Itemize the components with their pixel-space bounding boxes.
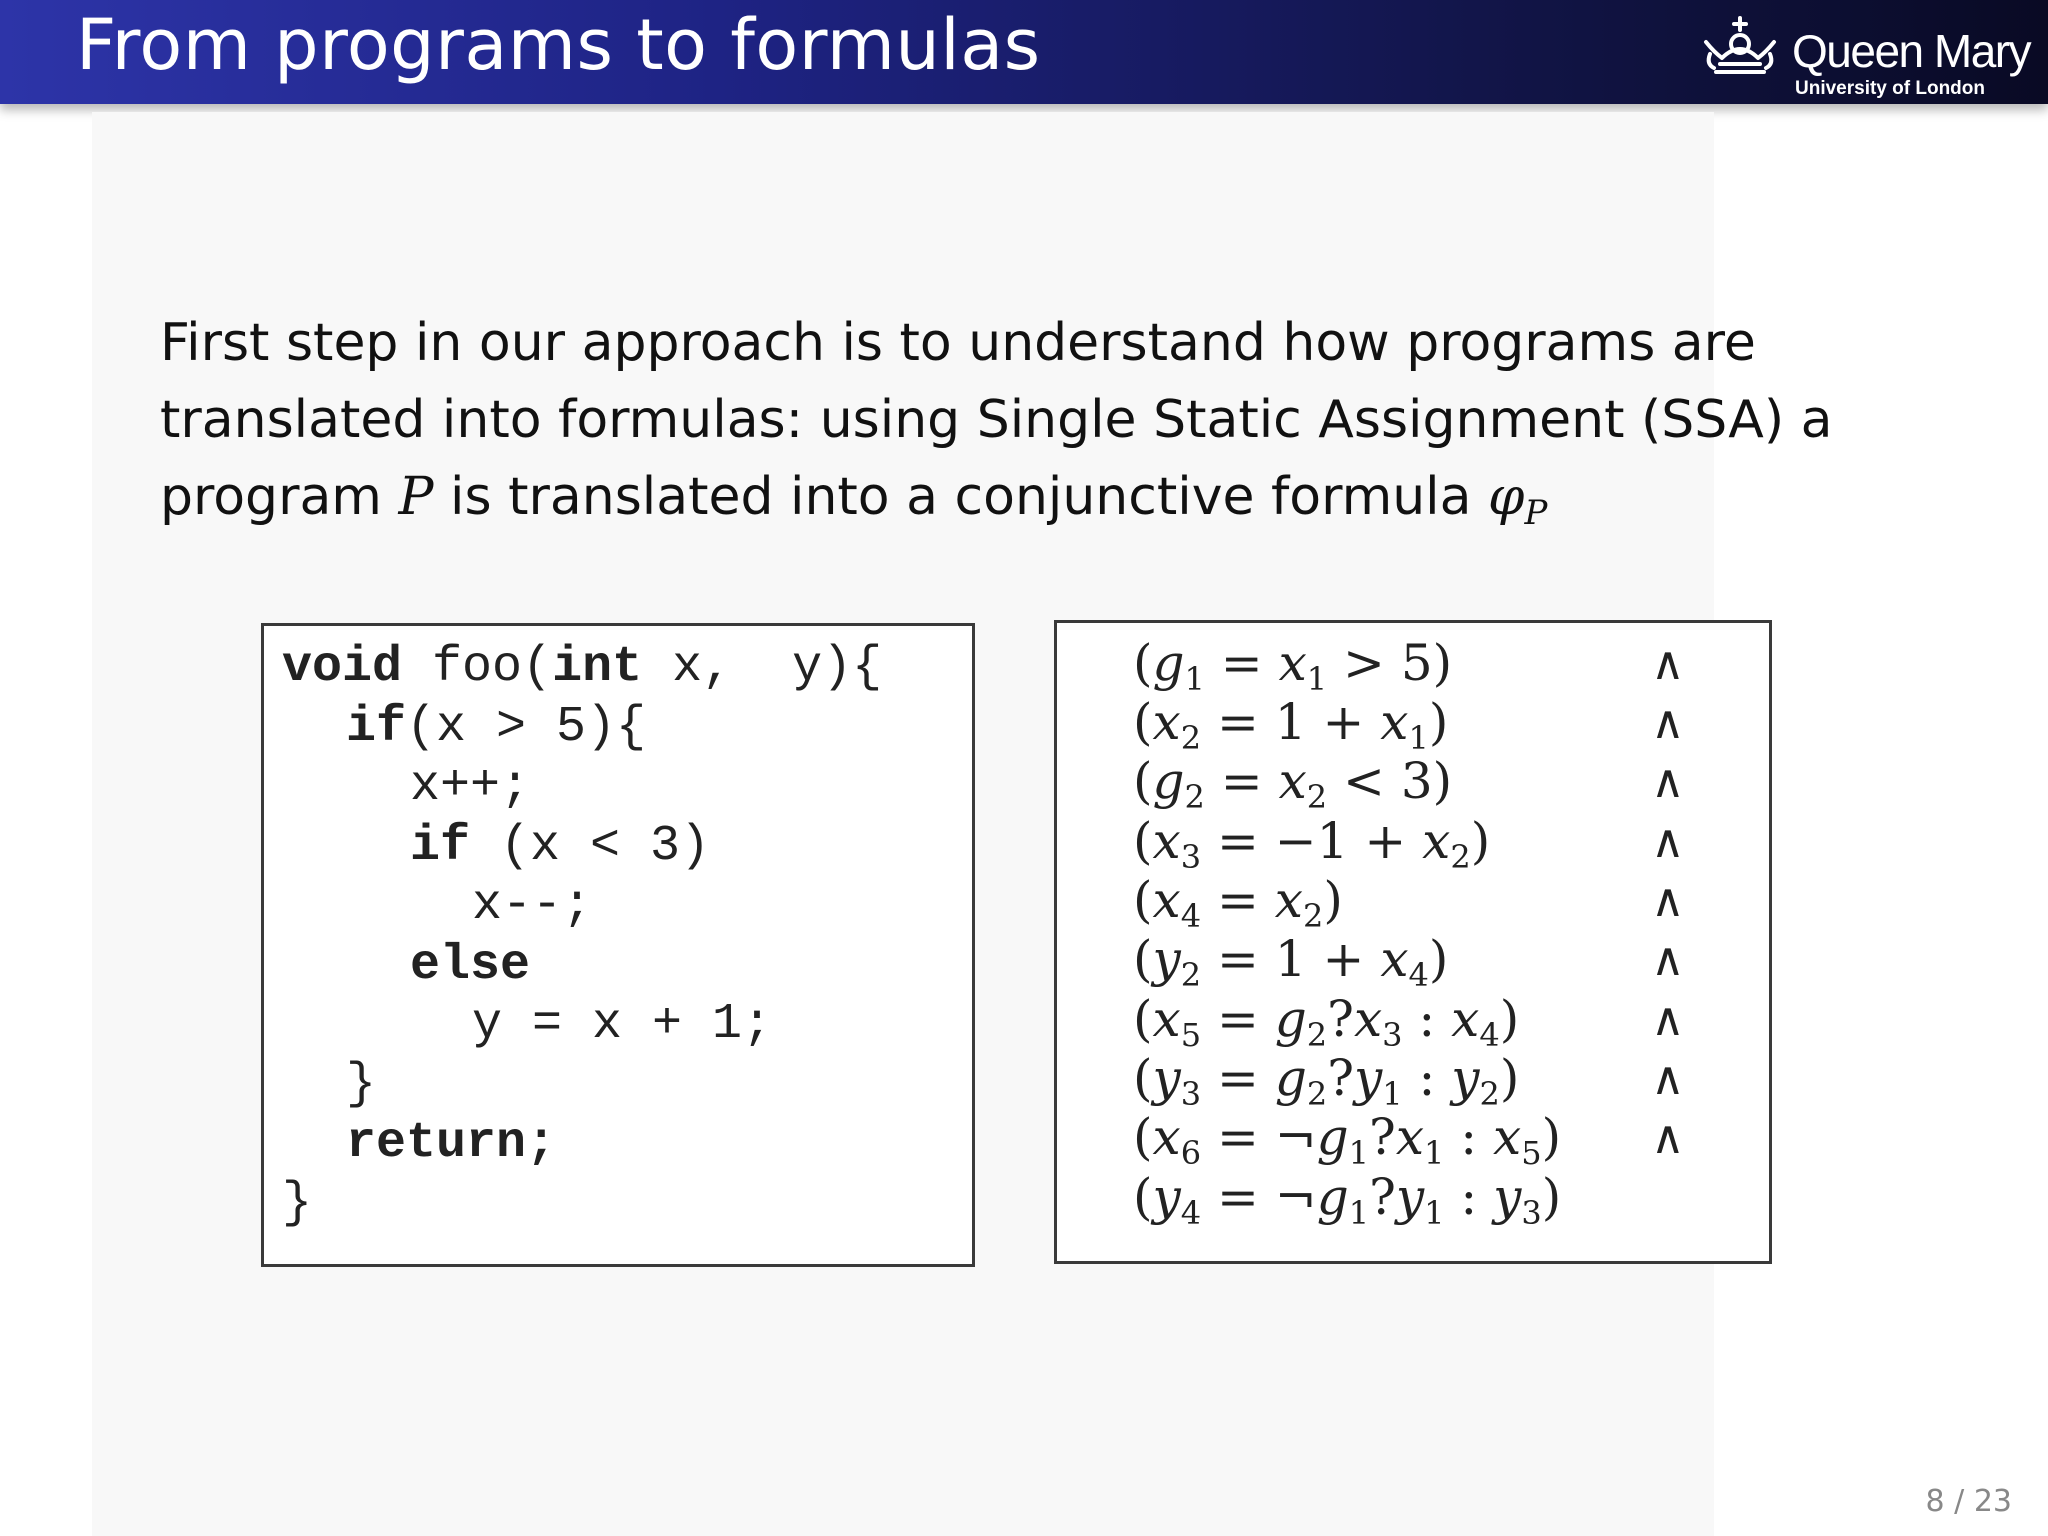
- conjunction-symbol: ∧: [1651, 695, 1685, 749]
- code-line: [346, 698, 646, 758]
- code-listing-box: [261, 623, 975, 1267]
- conjunction-symbol: ∧: [1651, 1110, 1685, 1164]
- slide-title: From programs to formulas: [76, 4, 1041, 86]
- formula-line: $(x_3 = -1 + x_2)$: [1133, 812, 1491, 876]
- code-line: [282, 638, 882, 698]
- conjunction-symbol: ∧: [1651, 873, 1685, 927]
- program-variable: P: [398, 467, 434, 527]
- code-line: }: [282, 1175, 313, 1232]
- conjunction-symbol: ∧: [1651, 992, 1685, 1046]
- code-line: x++;: [410, 758, 531, 815]
- conjunction-symbol: ∧: [1651, 1051, 1685, 1105]
- formula-line: $(y_2 = 1 + x_4)$: [1133, 930, 1449, 994]
- code-line: }: [346, 1056, 377, 1113]
- phi-subscript: P: [1524, 493, 1548, 533]
- code-text: x, y){: [642, 639, 883, 696]
- code-line: x--;: [472, 877, 593, 934]
- logo-subtitle: University of London: [1795, 78, 1985, 99]
- formula-line: ($x_6$ = $\neg g_1?x_1$ : $x_5$): [1133, 1108, 1562, 1172]
- code-line: [410, 817, 710, 877]
- queen-mary-logo: [1700, 14, 2030, 102]
- conjunction-symbol: ∧: [1651, 754, 1685, 808]
- formula-line: $(x_2 = 1 + x_1)$: [1133, 693, 1449, 757]
- code-keyword: else: [410, 937, 531, 994]
- crown-icon: [1700, 14, 1780, 82]
- code-text: (x > 5){: [406, 699, 647, 756]
- code-keyword: void: [282, 639, 403, 696]
- code-keyword: if: [410, 818, 471, 875]
- intro-line: [160, 459, 1880, 536]
- formula-line: $(g_2 = x_2 < 3)$: [1133, 752, 1453, 816]
- code-text: (x < 3): [470, 818, 711, 875]
- conjunction-symbol: ∧: [1651, 636, 1685, 690]
- ssa-formula-box: [1054, 620, 1772, 1264]
- phi-symbol: φ: [1488, 467, 1525, 527]
- code-line: [410, 936, 530, 996]
- logo-name: Queen Mary: [1792, 25, 2031, 77]
- code-text: foo(: [402, 639, 553, 696]
- formula-line: ($y_4$ = $\neg g_1?y_1$ : $y_3$): [1133, 1168, 1562, 1232]
- conjunction-symbol: ∧: [1651, 814, 1685, 868]
- code-line: [346, 1114, 556, 1174]
- conjunction-symbol: ∧: [1651, 932, 1685, 986]
- page-number: 8 / 23: [1925, 1484, 2012, 1519]
- title-bar: [0, 0, 2048, 104]
- formula-line: ($y_3$ = $g_2?y_1$ : $y_2$): [1133, 1049, 1520, 1113]
- formula-line: $(x_4 = x_2)$: [1133, 871, 1343, 935]
- intro-line: First step in our approach is to understand how programs are: [160, 313, 1756, 373]
- intro-text: is translated into a conjunctive formula: [433, 467, 1489, 527]
- formula-line: ($x_5$ = $g_2?x_3$ : $x_4$): [1133, 990, 1520, 1054]
- code-line: y = x + 1;: [472, 996, 773, 1053]
- code-keyword: return;: [346, 1115, 557, 1172]
- code-keyword: int: [552, 639, 643, 696]
- code-keyword: if: [346, 699, 407, 756]
- intro-paragraph: [160, 305, 1880, 536]
- intro-line: translated into formulas: using Single Static Assignment (SSA) a: [160, 390, 1833, 450]
- intro-text: program: [160, 467, 399, 527]
- formula-line: $(g_1 = x_1 > 5)$: [1133, 634, 1453, 698]
